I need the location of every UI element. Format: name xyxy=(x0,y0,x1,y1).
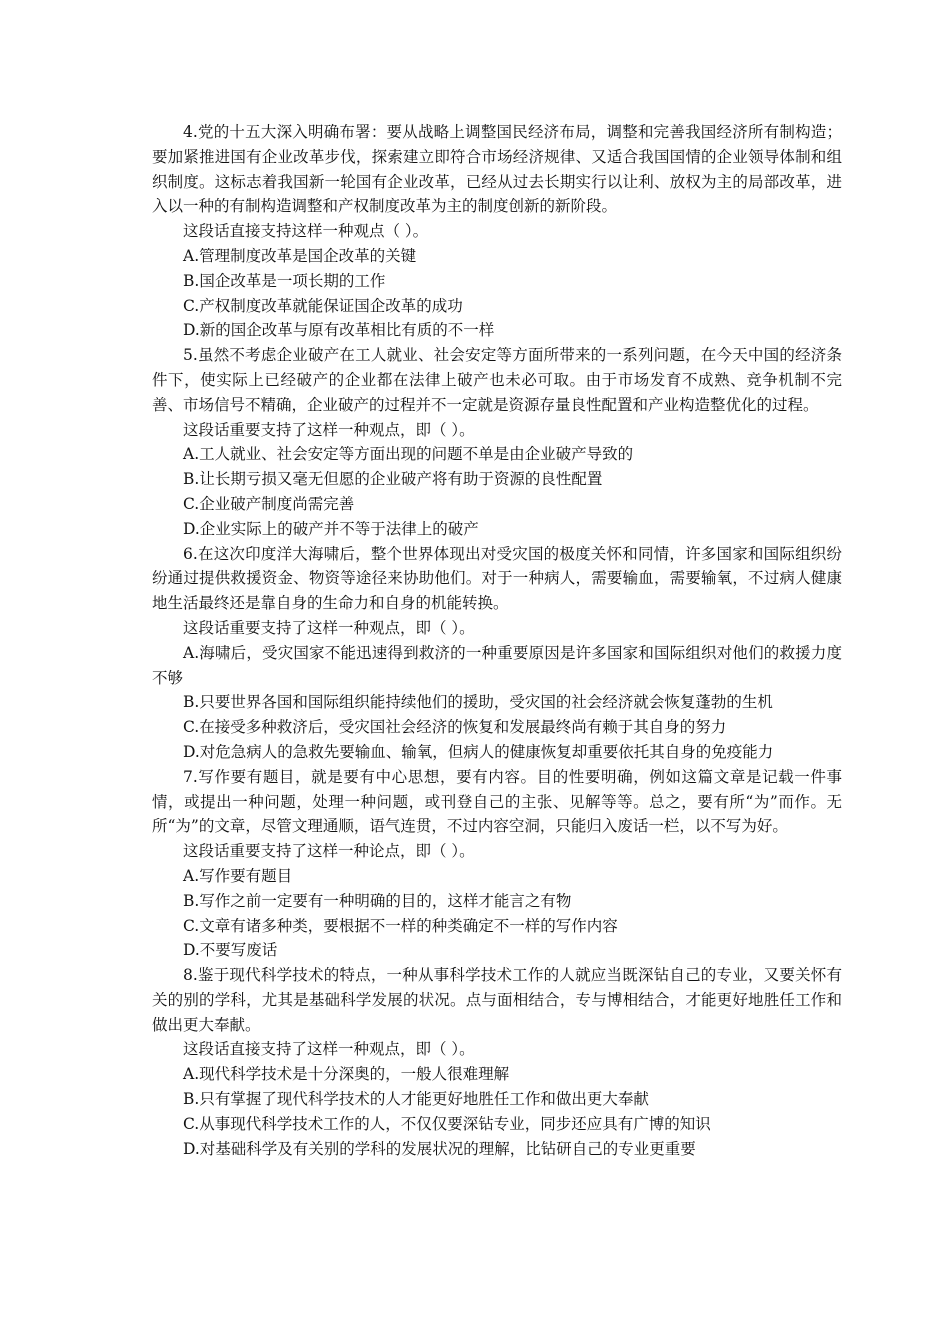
option-a: A.写作要有题目 xyxy=(183,866,293,885)
question-stem: 8.鉴于现代科学技术的特点，一种从事科学技术工作的人就应当既深钻自己的专业，又要关怀有关的别的学科，尤其是基础科学发展的状况。点与面相结合，专与博相结合，才能更好地胜任工作和做出更大奉献。 xyxy=(152,966,842,1034)
option-c: C.文章有诸多种类，要根据不一样的种类确定不一样的写作内容 xyxy=(183,916,618,935)
question-5 xyxy=(152,343,842,541)
option-c: C.在接受多种救济后，受灾国社会经济的恢复和发展最终尚有赖于其自身的努力 xyxy=(183,718,727,737)
option-d: D.不要写废话 xyxy=(183,941,278,960)
question-prompt: 这段话重要支持了这样一种观点，即（ ）。 xyxy=(183,618,475,637)
question-prompt: 这段话重要支持了这样一种论点，即（ ）。 xyxy=(183,842,475,861)
option-d: D.新的国企改革与原有改革相比有质的不一样 xyxy=(183,321,495,340)
option-b: B.国企改革是一项长期的工作 xyxy=(183,271,386,290)
question-prompt: 这段话直接支持了这样一种观点，即（ ）。 xyxy=(183,1040,475,1059)
option-a: A.海啸后，受灾国家不能迅速得到救济的一种重要原因是许多国家和国际组织对他们的救援力度不够 xyxy=(152,643,842,687)
option-b: B.写作之前一定要有一种明确的目的，这样才能言之有物 xyxy=(183,891,572,910)
question-prompt: 这段话重要支持了这样一种观点，即（ ）。 xyxy=(183,420,475,439)
option-b: B.只要世界各国和国际组织能持续他们的援助，受灾国的社会经济就会恢复蓬勃的生机 xyxy=(183,693,773,712)
question-prompt: 这段话直接支持这样一种观点（ ）。 xyxy=(183,222,429,241)
option-d: D.企业实际上的破产并不等于法律上的破产 xyxy=(183,519,479,538)
option-a: A.管理制度改革是国企改革的关键 xyxy=(183,246,417,265)
question-7 xyxy=(152,765,842,963)
question-4 xyxy=(152,120,842,343)
option-c: C.产权制度改革就能保证国企改革的成功 xyxy=(183,296,463,315)
option-a: A.工人就业、社会安定等方面出现的问题不单是由企业破产导致的 xyxy=(183,445,634,464)
option-a: A.现代科学技术是十分深奥的，一般人很难理解 xyxy=(183,1065,510,1084)
option-b: B.让长期亏损又毫无但愿的企业破产将有助于资源的良性配置 xyxy=(183,470,603,489)
option-b: B.只有掌握了现代科学技术的人才能更好地胜任工作和做出更大奉献 xyxy=(183,1090,649,1109)
option-c: C.企业破产制度尚需完善 xyxy=(183,494,355,513)
question-stem: 5.虽然不考虑企业破产在工人就业、社会安定等方面所带来的一系列问题，在今天中国的经济条件下，使实际上已经破产的企业都在法律上破产也未必可取。由于市场发育不成熟、竞争机制不完善、市场信号不精确，企业破产的过程并不一定就是资源存量良性配置和产业构造整优化的过程。 xyxy=(152,346,842,414)
question-6 xyxy=(152,542,842,765)
document-page xyxy=(152,120,842,1161)
question-stem: 7.写作要有题目，就是要有中心思想，要有内容。目的性要明确，例如这篇文章是记载一件事情，或提出一种问题，处理一种问题，或刊登自己的主张、见解等等。总之，要有所“为”而作。无所“为”的文章，尽管文理通顺，语气连贯，不过内容空洞，只能归入废话一栏，以不写为好。 xyxy=(152,767,842,836)
question-stem: 6.在这次印度洋大海啸后，整个世界体现出对受灾国的极度关怀和同情，许多国家和国际组织纷纷通过提供救援资金、物资等途径来协助他们。对于一种病人，需要输血，需要输氧，不过病人健康地生活最终还是靠自身的生命力和自身的机能转换。 xyxy=(152,544,842,613)
option-d: D.对基础科学及有关别的学科的发展状况的理解，比钻研自己的专业更重要 xyxy=(183,1139,696,1158)
question-8 xyxy=(152,963,842,1161)
option-c: C.从事现代科学技术工作的人，不仅仅要深钻专业，同步还应具有广博的知识 xyxy=(183,1114,711,1133)
question-stem: 4.党的十五大深入明确布署：要从战略上调整国民经济布局，调整和完善我国经济所有制构造；要加紧推进国有企业改革步伐，探索建立即符合市场经济规律、又适合我国国情的企业领导体制和组织制度。这标志着我国新一轮国有企业改革，已经从过去长期实行以让利、放权为主的局部改革，进入以一种的有制构造调整和产权制度改革为主的制度创新的新阶段。 xyxy=(152,123,842,216)
option-d: D.对危急病人的急救先要输血、输氧，但病人的健康恢复却重要依托其自身的免疫能力 xyxy=(183,742,774,761)
